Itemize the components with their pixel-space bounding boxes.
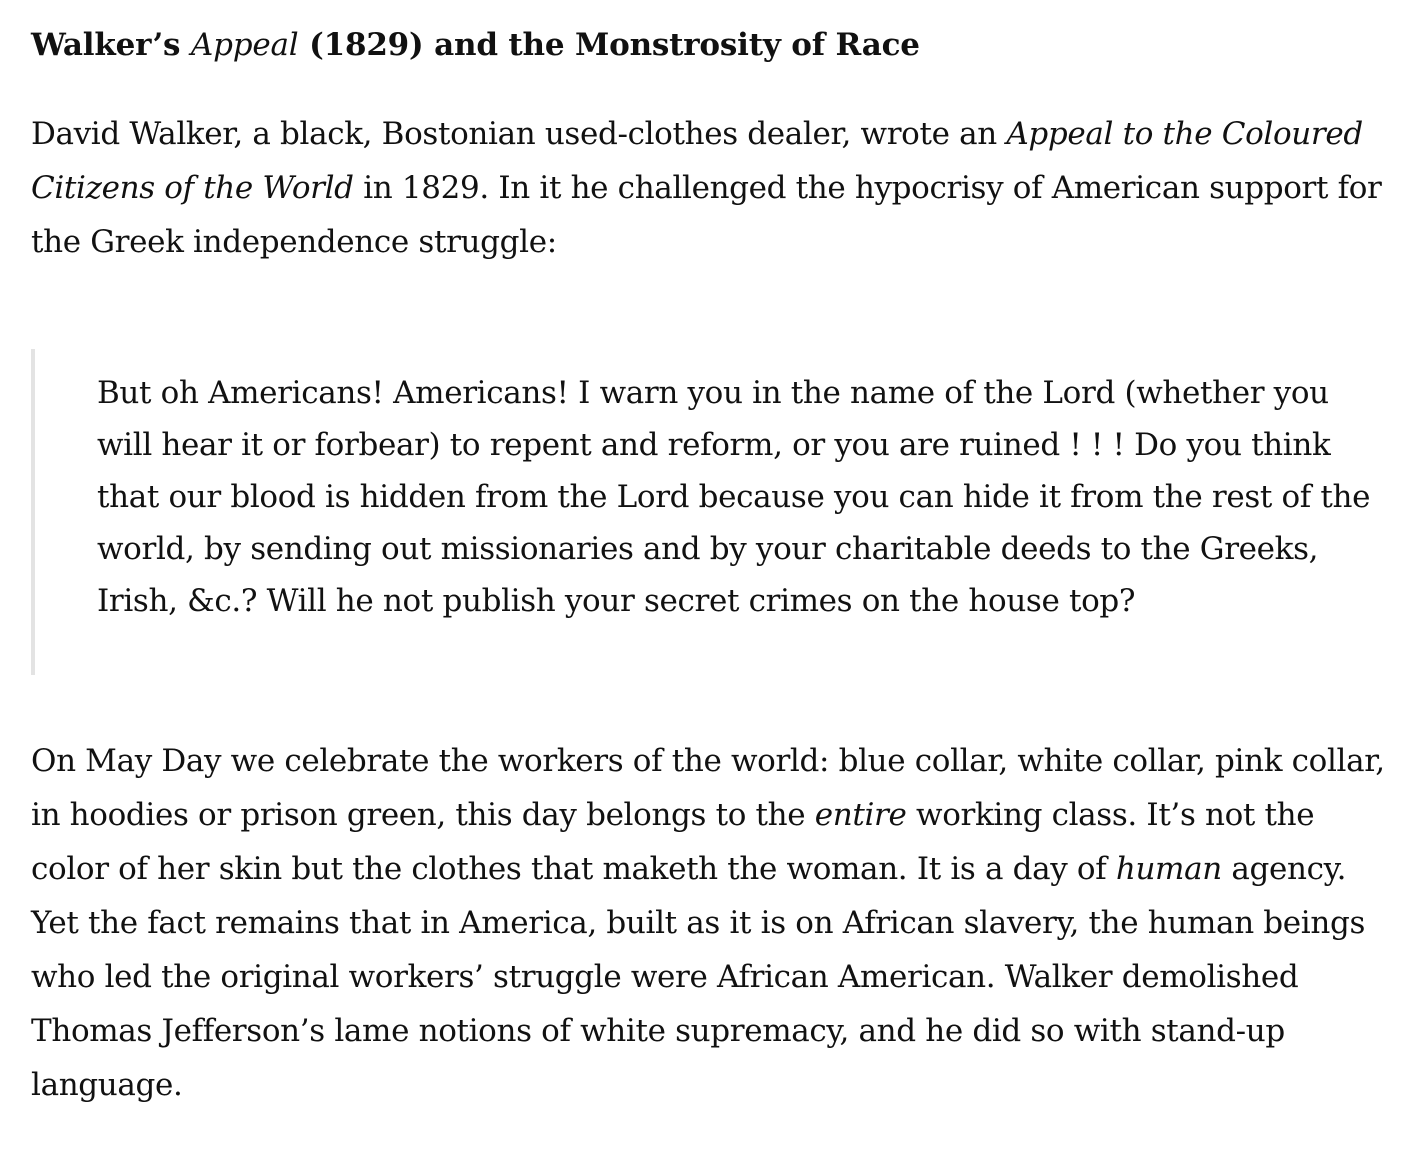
- intro-italic-title: Appeal to the Coloured Citizens of the World: [31, 116, 1363, 206]
- may-day-text-1: On May Day we celebrate the workers of the world: blue collar, white collar, pink collar, in hoodies or prison green, this day belongs to the: [31, 743, 1385, 833]
- intro-paragraph: [31, 107, 1391, 269]
- intro-text-start: David Walker, a black, Bostonian used-clothes dealer, wrote an: [31, 116, 1007, 152]
- section-heading: [31, 22, 1391, 68]
- may-day-italic-entire: entire: [814, 797, 907, 833]
- may-day-text-2: working class. It’s not the color of her skin but the clothes that maketh the woman. It is a day of: [31, 797, 1315, 887]
- quote-text: But oh Americans! Americans! I warn you in the name of the Lord (whether you will hear it or forbear) to repent and reform, or you are ruined ! ! ! Do you think that our blood is hidden from the Lord because you can hide it from the rest of the world, by sending out missionaries and by your charitable deeds to the Greeks, Irish, &c.? Will he not publish your secret crimes on the house top?: [97, 375, 1371, 619]
- may-day-italic-human: human: [1115, 851, 1222, 887]
- heading-text-end: (1829) and the Monstrosity of Race: [298, 27, 920, 63]
- may-day-paragraph: [31, 734, 1391, 1112]
- walker-quote-blockquote: [31, 349, 1391, 675]
- heading-italic-title: Appeal: [190, 27, 299, 63]
- intro-text-end: in 1829. In it he challenged the hypocrisy of American support for the Greek independence struggle:: [31, 170, 1382, 260]
- may-day-text-3: agency. Yet the fact remains that in America, built as it is on African slavery, the human beings who led the original workers’ struggle were African American. Walker demolished Thomas Jefferson’s lame notions of white supremacy, and he did so with stand-up language.: [31, 851, 1366, 1103]
- article-body: [31, 22, 1391, 1112]
- heading-text-start: Walker’s: [31, 27, 191, 63]
